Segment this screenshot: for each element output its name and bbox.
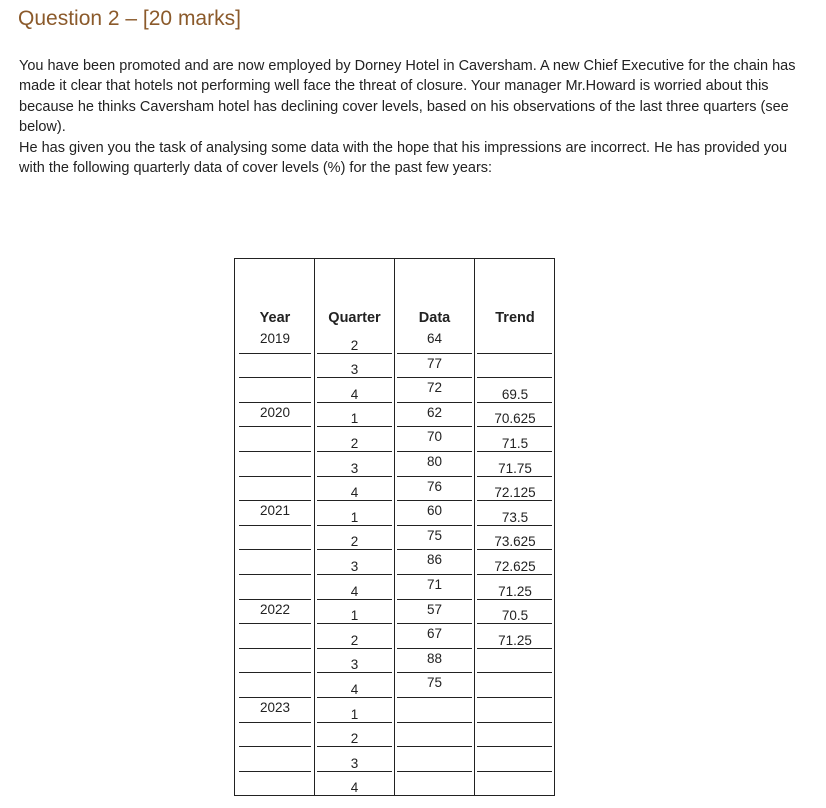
table-row [235,354,554,379]
data-cell: 80 [426,454,443,469]
table-row [235,501,554,526]
row-divider [477,795,552,796]
data-cell: 60 [426,503,443,519]
year-cell [239,649,311,674]
row-divider [239,795,311,796]
paragraph-task: He has given you the task of analysing some data with the hope that his impressions are incorrect. He has provided you with the following quarterly data of cover levels (%) for the past few years: [19,139,788,177]
year-cell [239,354,311,379]
quarter-cell: 4 [350,583,359,599]
header-trend: Trend [495,310,535,326]
row-divider [397,795,472,796]
trend-cell: 71.25 [498,632,532,648]
data-cell [395,698,474,723]
data-cell: 86 [426,552,443,568]
data-cell: 71 [426,577,443,592]
header-data: Data [418,310,451,326]
paragraph-intro: You have been promoted and are now employed by Dorney Hotel in Caversham. A new Chief Executive for the chain has made it clear that hotels not performing well face the threat of closure. Your manager Mr.Howard is worried about this because he thinks Caversham hotel has declining cover levels, based on his observations of the last three quarters (see below). [19,58,796,136]
quarter-cell: 4 [350,681,359,697]
trend-cell [475,747,555,772]
table-row [235,624,554,649]
table-row [235,329,554,354]
quarter-cell: 1 [350,411,359,427]
trend-cell: 73.625 [494,534,536,550]
quarter-cell: 2 [350,534,359,550]
quarter-cell: 4 [350,386,359,402]
table-row [235,723,554,748]
quarter-cell: 1 [350,509,359,525]
data-cell: 75 [426,675,443,691]
table-row [235,452,554,477]
quarter-cell: 3 [350,362,359,378]
year-cell [239,378,311,403]
trend-cell: 70.5 [501,608,529,624]
year-cell [239,526,311,551]
quarter-cell: 2 [350,337,359,353]
quarter-cell: 3 [350,460,359,476]
data-cell: 76 [426,478,443,494]
trend-cell: 69.5 [501,386,529,402]
table-row [235,575,554,600]
data-cell [395,747,474,772]
table-row [235,477,554,502]
trend-cell: 71.25 [498,583,532,599]
question-text [19,56,799,178]
table-row [235,673,554,698]
year-cell [239,772,311,797]
year-cell: 2019 [259,331,291,346]
year-cell [239,575,311,600]
quarter-cell: 1 [350,608,359,624]
trend-cell: 72.625 [494,558,536,574]
data-cell: 75 [426,527,443,543]
year-cell: 2021 [259,503,291,519]
year-cell: 2020 [259,404,291,420]
year-cell: 2023 [259,700,291,715]
row-divider [317,795,392,796]
year-cell [239,747,311,772]
year-cell [239,427,311,452]
data-cell [395,772,474,797]
table-row [235,747,554,772]
trend-cell [475,772,555,797]
data-cell: 88 [426,650,443,666]
year-cell [239,723,311,748]
header-quarter: Quarter [328,310,381,326]
quarter-cell: 2 [350,435,359,451]
quarter-cell: 2 [350,632,359,648]
table-row [235,698,554,723]
data-cell: 77 [426,355,443,371]
trend-cell: 72.125 [494,485,536,501]
year-cell [239,673,311,698]
header-year: Year [259,310,291,326]
table-header-row [235,308,554,328]
trend-cell [475,723,555,748]
data-cell: 57 [426,601,443,617]
trend-cell: 70.625 [494,411,536,427]
year-cell [239,550,311,575]
trend-cell [475,698,555,723]
data-cell [395,723,474,748]
trend-cell: 71.75 [498,460,532,476]
year-cell [239,452,311,477]
data-cell: 62 [426,404,443,420]
question-heading: Question 2 – [20 marks] [18,7,241,30]
data-cell: 72 [426,380,443,396]
trend-cell [475,673,555,698]
trend-cell: 73.5 [501,509,529,525]
data-cell: 67 [426,626,443,642]
year-cell [239,477,311,502]
table-row [235,649,554,674]
table-row [235,550,554,575]
table-row [235,427,554,452]
cover-levels-table [234,258,555,796]
quarter-cell: 4 [350,485,359,501]
data-cell: 70 [426,429,443,445]
trend-cell [475,649,555,674]
quarter-cell: 4 [350,780,359,796]
table-row [235,772,554,797]
trend-cell [475,329,555,354]
quarter-cell: 3 [350,558,359,574]
table-row [235,526,554,551]
year-cell [239,624,311,649]
table-row [235,403,554,428]
quarter-cell: 3 [350,755,359,771]
quarter-cell: 1 [350,706,359,722]
table-row [235,600,554,625]
trend-cell [475,354,555,379]
year-cell: 2022 [259,601,291,617]
table-row [235,378,554,403]
quarter-cell: 3 [350,657,359,673]
trend-cell: 71.5 [501,435,529,451]
data-cell: 64 [426,331,443,346]
quarter-cell: 2 [350,731,359,747]
